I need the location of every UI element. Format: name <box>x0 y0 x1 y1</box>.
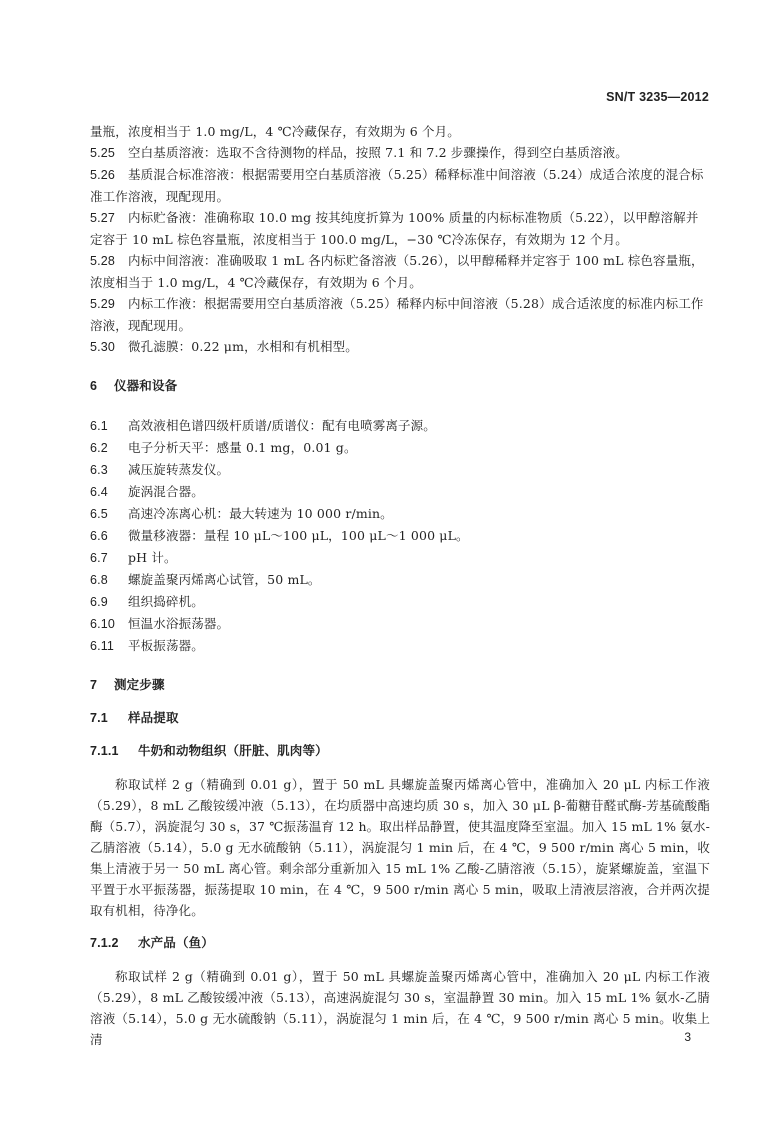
item-5-28 <box>90 250 710 293</box>
item-text: 内标中间溶液：准确吸取 1 mL 各内标贮备溶液（5.26），以甲醇稀释并定容于 100 mL 棕色容量瓶，浓度相当于 1.0 mg/L，4 ℃冷藏保存，有效期为 6 个月。 <box>90 253 704 290</box>
procedure-7-1-2-text: 称取试样 2 g（精确到 0.01 g），置于 50 mL 具螺旋盖聚丙烯离心管中，准确加入 20 μL 内标工作液（5.29），8 mL 乙酸铵缓冲液（5.13），高速涡旋混匀 30 s，室温静置 30 min。加入 15 mL 1% 氨水-乙腈溶液（5.14），5.0 g 无水硫酸钠（5.11），涡旋混匀 1 min 后，在 4 ℃，9 500 r/min 离心 5 min。收集上清 <box>90 969 710 1047</box>
section-6-heading <box>90 376 710 397</box>
item-number: 6.3 <box>90 463 108 477</box>
subsection-7-1-heading <box>90 708 710 729</box>
item-6-10 <box>90 613 710 635</box>
item-text: 高效液相色谱四级杆质谱/质谱仪：配有电喷雾离子源。 <box>128 418 436 433</box>
section-7-heading <box>90 675 710 696</box>
item-number: 5.25 <box>90 146 115 160</box>
item-number: 5.26 <box>90 168 115 182</box>
section-title: 仪器和设备 <box>114 379 178 393</box>
item-text: 旋涡混合器。 <box>128 484 204 499</box>
item-text: 组织捣碎机。 <box>128 594 204 609</box>
item-text: pH 计。 <box>128 550 177 565</box>
procedure-7-1-1-text: 称取试样 2 g（精确到 0.01 g），置于 50 mL 具螺旋盖聚丙烯离心管中，准确加入 20 μL 内标工作液（5.29），8 mL 乙酸铵缓冲液（5.13），在均质器中高速均质 30 s，加入 30 μL β-葡糖苷醛甙酶-芳基硫酸酯酶（5.7），涡旋混匀 30 s，37 ℃振荡温育 12 h。取出样品静置，使其温度降至室温。加入 15 mL 1% 氨水-乙腈溶液（5.14），5.0 g 无水硫酸钠（5.11），涡旋混匀 1 min 后，在 4 ℃，9 500 r/min 离心 5 min，收集上清液于另一 50 mL 离心管。剩余部分重新加入 15 mL 1% 乙酸-乙腈溶液（5.15），旋紧螺旋盖，室温下平置于水平振荡器，振荡提取 10 min，在 4 ℃，9 500 r/min 离心 5 min，吸取上清液层溶液，合并两次提取有机相，待净化。 <box>90 777 710 918</box>
item-number: 6.5 <box>90 507 108 521</box>
section-number: 7.1.1 <box>90 744 119 758</box>
item-5-27 <box>90 207 710 250</box>
subsection-7-1-2-heading <box>90 933 710 954</box>
item-5-29 <box>90 293 710 336</box>
item-6-7 <box>90 547 710 569</box>
section-title: 牛奶和动物组织（肝脏、肌肉等） <box>138 744 328 758</box>
section-number: 7.1.2 <box>90 936 119 950</box>
item-6-2 <box>90 437 710 459</box>
section-number: 7 <box>90 678 98 692</box>
item-text: 高速冷冻离心机：最大转速为 10 000 r/min。 <box>128 506 393 521</box>
item-text: 减压旋转蒸发仪。 <box>128 462 230 477</box>
item-number: 6.10 <box>90 617 115 631</box>
item-text: 微量移液器：量程 10 μL～100 μL，100 μL～1 000 μL。 <box>128 528 469 543</box>
document-body <box>90 121 710 1050</box>
item-text: 微孔滤膜：0.22 μm，水相和有机相型。 <box>128 339 358 354</box>
item-number: 5.28 <box>90 254 115 268</box>
item-text: 电子分析天平：感量 0.1 mg，0.01 g。 <box>128 440 357 455</box>
item-5-25 <box>90 142 710 164</box>
section-number: 6 <box>90 379 98 393</box>
item-6-5 <box>90 503 710 525</box>
item-text: 螺旋盖聚丙烯离心试管，50 mL。 <box>128 572 321 587</box>
section-title: 样品提取 <box>128 711 179 725</box>
item-6-8 <box>90 569 710 591</box>
item-number: 5.30 <box>90 340 115 354</box>
item-number: 6.6 <box>90 529 108 543</box>
item-6-1 <box>90 415 710 437</box>
item-text: 内标工作液：根据需要用空白基质溶液（5.25）稀释内标中间溶液（5.28）成合适浓度的标准内标工作溶液，现配现用。 <box>90 296 704 333</box>
item-number: 5.29 <box>90 297 115 311</box>
item-number: 5.27 <box>90 211 115 225</box>
item-number: 6.2 <box>90 441 108 455</box>
section-title: 水产品（鱼） <box>138 936 214 950</box>
item-number: 6.1 <box>90 419 108 433</box>
item-number: 6.9 <box>90 595 108 609</box>
section-title: 测定步骤 <box>114 678 165 692</box>
item-6-9 <box>90 591 710 613</box>
item-5-continued: 量瓶，浓度相当于 1.0 mg/L，4 ℃冷藏保存，有效期为 6 个月。 <box>90 124 460 139</box>
item-5-26 <box>90 164 710 207</box>
page-number: 3 <box>684 1030 691 1044</box>
item-number: 6.7 <box>90 551 108 565</box>
item-text: 基质混合标准溶液：根据需要用空白基质溶液（5.25）稀释标准中间溶液（5.24）成适合浓度的混合标准工作溶液，现配现用。 <box>90 167 704 204</box>
section-number: 7.1 <box>90 711 108 725</box>
subsection-7-1-1-heading <box>90 741 710 762</box>
item-number: 6.4 <box>90 485 108 499</box>
item-text: 空白基质溶液：选取不含待测物的样品，按照 7.1 和 7.2 步骤操作，得到空白基质溶液。 <box>128 145 628 160</box>
item-6-4 <box>90 481 710 503</box>
item-6-11 <box>90 635 710 657</box>
item-number: 6.11 <box>90 639 115 653</box>
item-text: 内标贮备液：准确称取 10.0 mg 按其纯度折算为 100% 质量的内标标准物质（5.22），以甲醇溶解并定容于 10 mL 棕色容量瓶，浓度相当于 100.0 mg/L，−30 ℃冷冻保存，有效期为 12 个月。 <box>90 210 699 247</box>
item-text: 恒温水浴振荡器。 <box>128 616 230 631</box>
item-text: 平板振荡器。 <box>128 638 204 653</box>
item-number: 6.8 <box>90 573 108 587</box>
item-6-3 <box>90 459 710 481</box>
standard-code-header: SN/T 3235—2012 <box>606 90 709 104</box>
item-5-30 <box>90 336 710 358</box>
item-6-6 <box>90 525 710 547</box>
